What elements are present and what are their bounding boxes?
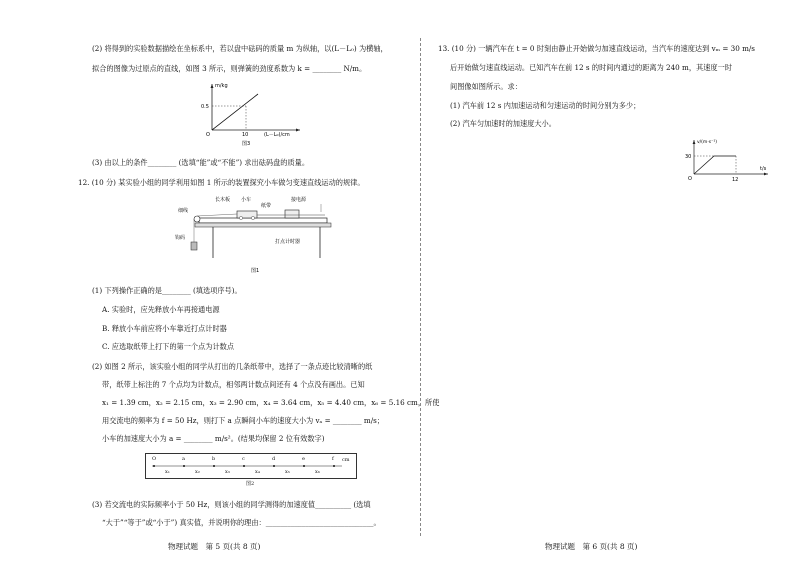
fig3-ylabel: m/kg xyxy=(215,83,228,89)
q12-option-b: B. 释放小车前应将小车靠近打点计时器 xyxy=(102,324,227,333)
tape-dot xyxy=(213,465,215,467)
fig3-ytick: 0.5 xyxy=(201,104,209,110)
tape-dot xyxy=(273,465,275,467)
q13-part2: (2) 汽车匀加速时的加速度大小。 xyxy=(450,119,556,128)
tape-dot xyxy=(153,465,155,467)
footer-left-page-number: 物理试题 第 5 页(共 8 页) xyxy=(168,542,261,551)
q12-part3-line2: “大于”“等于”或“小于”) 真实值，并说明你的理由：______________________________。 xyxy=(102,518,381,527)
tape-segment-label: x₅ xyxy=(285,469,290,475)
figure-2-paper-tape xyxy=(145,453,357,479)
footer-right-page-number: 物理试题 第 6 页(共 8 页) xyxy=(545,542,638,551)
q13-stem-line2: 后开始做匀速直线运动。已知汽车在前 12 s 的时间内通过的距离为 240 m，其速度一时 xyxy=(450,63,732,72)
tape-segment-label: x₂ xyxy=(195,469,200,475)
vt-ylabel: v/(m·s⁻¹) xyxy=(697,140,718,145)
q11-part3: (3) 由以上的条件________ (选填“能”或“不能”) 求出砝码盘的质量。 xyxy=(92,158,310,167)
q12-part2-line3: x₁ = 1.39 cm，x₂ = 2.15 cm，x₃ = 2.90 cm，x₄ = 3.64 cm，x₅ = 4.40 cm，x₆ = 5.16 cm，所使 xyxy=(102,398,440,407)
tape-dot xyxy=(303,465,305,467)
fig3-caption: 图3 xyxy=(242,141,251,147)
board xyxy=(199,218,327,223)
q13-part1: (1) 汽车前 12 s 内加速运动和匀速运动的时间分别为多少； xyxy=(450,101,641,110)
hook-weights xyxy=(191,242,197,250)
page-divider xyxy=(420,38,421,536)
q12-part2-line4: 用交流电的频率为 f = 50 Hz，则打下 a 点瞬间小车的速度大小为 vₐ = ________ m/s； xyxy=(102,416,385,425)
pulley xyxy=(194,216,200,222)
q13-stem-line1: 13. (10 分) 一辆汽车在 t = 0 时刻由静止开始做匀加速直线运动，当汽车的速度达到 vₘ = 30 m/s xyxy=(438,44,755,53)
figure-3-mass-extension-graph xyxy=(200,78,310,150)
fig3-origin: O xyxy=(206,132,210,138)
fig1-label-board: 长木板 xyxy=(215,197,231,203)
fig2-caption: 图2 xyxy=(246,481,255,487)
vt-origin: O xyxy=(688,176,692,182)
fig3-xlabel: (L－L₀)/cm xyxy=(264,132,290,138)
fig1-caption: 图1 xyxy=(251,268,260,274)
tape-point-label: f xyxy=(332,456,334,462)
fig1-label-cart: 小车 xyxy=(241,197,252,203)
timer-device xyxy=(285,210,299,218)
fig1-label-tape: 纸带 xyxy=(261,203,272,209)
vt-ytick: 30 xyxy=(685,154,692,160)
tape-point-label: c xyxy=(242,456,245,462)
q12-part2-line1: (2) 如图 2 所示，该实验小组的同学从打出的几条纸带中，选择了一条点迹比较清晰的纸 xyxy=(92,362,373,371)
table-top xyxy=(195,223,331,227)
q11-part2-line1: (2) 将得到的实验数据描绘在坐标系中，若以盘中砝码的质量 m 为纵轴，以(L－L₀) 为横轴， xyxy=(92,44,388,53)
tape-point-label: d xyxy=(272,456,276,462)
q12-part3-line1: (3) 若交流电的实际频率小于 50 Hz，则该小组的同学测得的加速度值__________ (选填 xyxy=(92,500,371,509)
figure-1-apparatus xyxy=(175,192,335,274)
q12-stem: 12. (10 分) 某实验小组的同学利用如图 1 所示的装置探究小车做匀变速直线运动的规律。 xyxy=(78,178,365,187)
tape-segment-label: x₁ xyxy=(165,469,170,475)
tape-segment-label: x₆ xyxy=(315,469,320,475)
tape-point-label: b xyxy=(212,456,216,462)
tape-segment-label: x₄ xyxy=(255,469,260,475)
q12-option-c: C. 应选取纸带上打下的第一个点为计数点 xyxy=(102,342,235,351)
tape-dot xyxy=(333,465,335,467)
q11-part2-line2: 拟合的图像为过原点的直线，如图 3 所示，则弹簧的劲度系数为 k = ________ N/m。 xyxy=(92,64,367,73)
fig3-data-line xyxy=(212,94,258,130)
tape-segment-label: x₃ xyxy=(225,469,230,475)
q13-stem-line3: 间图像如图所示。求： xyxy=(450,82,522,91)
vt-xtick: 12 xyxy=(732,177,739,183)
fig1-label-string: 细线 xyxy=(178,208,189,214)
tape-point-label: e xyxy=(302,456,305,462)
tape-dot xyxy=(183,465,185,467)
fig1-label-timer: 打点计时器 xyxy=(275,239,301,245)
tape-dot xyxy=(243,465,245,467)
q12-option-a: A. 实验时，应先释放小车再接通电源 xyxy=(102,305,220,314)
velocity-time-graph xyxy=(684,134,774,184)
fig3-xtick: 10 xyxy=(242,132,249,138)
q12-part2-line5: 小车的加速度大小为 a = ________ m/s²。(结果均保留 2 位有效数字) xyxy=(102,434,325,443)
vt-data-line xyxy=(694,156,736,174)
tape-point-label: O xyxy=(152,456,157,462)
fig1-label-hook: 钩码 xyxy=(175,235,186,241)
q12-part2-line2: 带，纸带上标注的 7 个点均为计数点，相邻两计数点间还有 4 个点没有画出。已知 xyxy=(102,380,365,389)
fig1-label-power: 接电源 xyxy=(291,197,307,203)
tape-point-label: a xyxy=(182,456,185,462)
q12-part1: (1) 下列操作正确的是________ (填选项序号)。 xyxy=(92,286,242,295)
vt-xlabel: t/s xyxy=(760,166,767,172)
fig2-unit: cm xyxy=(342,457,350,463)
